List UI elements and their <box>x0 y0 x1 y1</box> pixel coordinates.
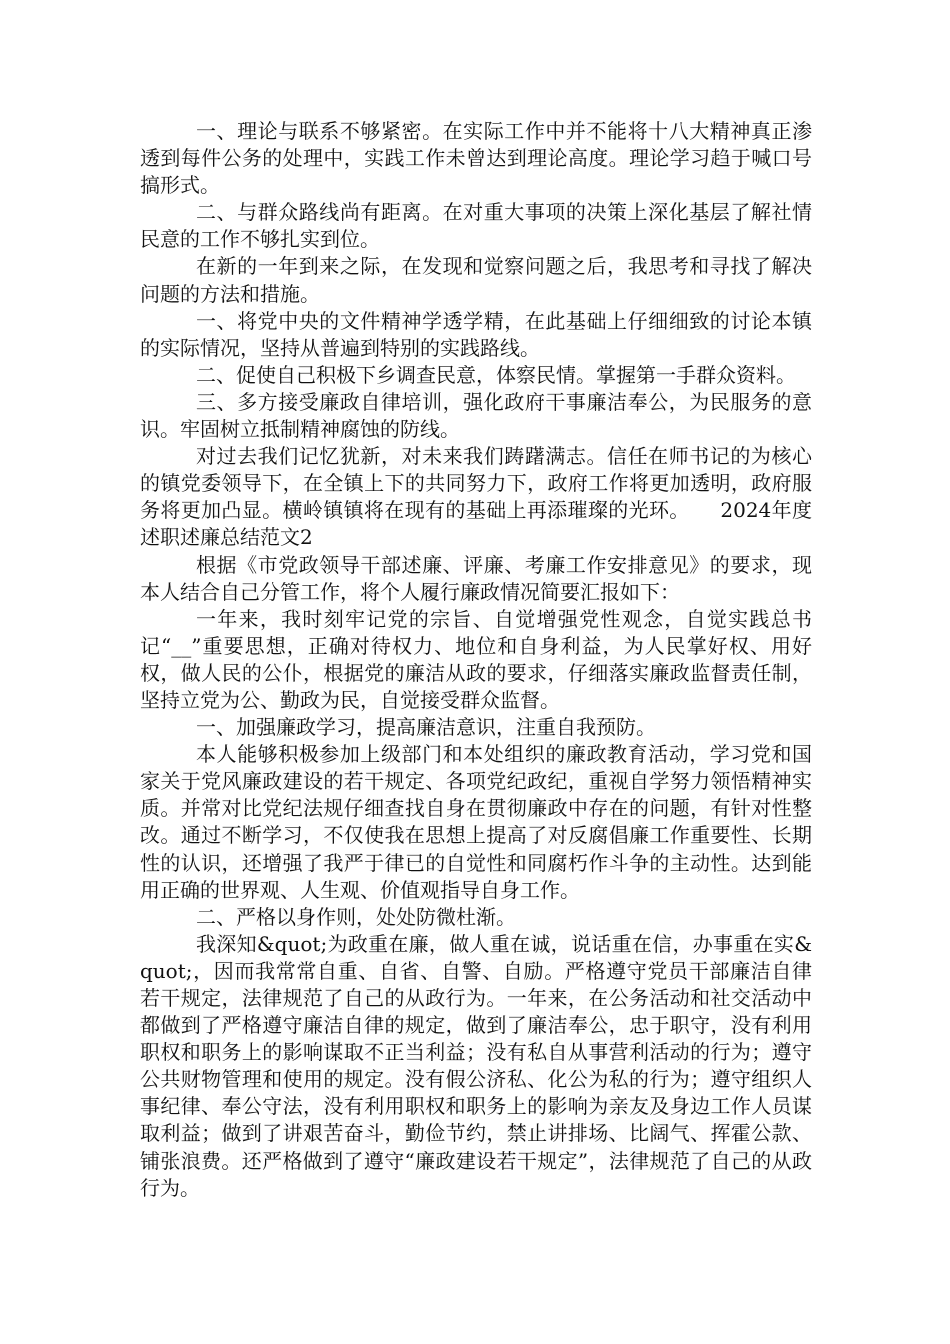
paragraph-theory-gap: 一、理论与联系不够紧密。在实际工作中并不能将十八大精神真正渗透到每件公务的处理中，实践工作未曾达到理论高度。理论学习趋于喊口号搞形式。 <box>140 119 812 198</box>
document-body <box>140 118 812 1202</box>
paragraph-report-basis: 根据《市党政领导干部述廉、评廉、考廉工作安排意见》的要求，现本人结合自己分管工作，将个人履行廉政情况简要汇报如下： <box>140 552 812 604</box>
paragraph-outlook-and-title-2: 对过去我们记忆犹新，对未来我们踌躇满志。信任在师书记的为核心的镇党委领导下，在全镇上下的共同努力下，政府工作将更加透明，政府服务将更加凸显。横岭镇镇将在现有的基础上再添璀璨的光环。 2024年度述职述廉总结范文2 <box>140 444 812 550</box>
paragraph-year-summary: 一年来，我时刻牢记党的宗旨、自觉增强党性观念，自觉实践总书记“__”重要思想，正确对待权力、地位和自身利益，为人民掌好权、用好权，做人民的公仆，根据党的廉洁从政的要求，仔细落实廉政监督责任制，坚持立党为公、勤政为民，自觉接受群众监督。 <box>140 606 812 712</box>
heading-strengthen-study: 一、加强廉政学习，提高廉洁意识，注重自我预防。 <box>196 715 656 740</box>
paragraph-integrity-details: 我深知&quot;为政重在廉，做人重在诚，说话重在信，办事重在实&quot;，因而我常常自重、自省、自警、自励。严格遵守党员干部廉洁自律若干规定，法律规范了自己的从政行为。一年来，在公务活动和社交活动中都做到了严格遵守廉洁自律的规定，做到了廉洁奉公，忠于职守，没有利用职权和职务上的影响谋取不正当利益；没有私自从事营利活动的行为；遵守公共财物管理和使用的规定。没有假公济私、化公为私的行为；遵守组织人事纪律、奉公守法，没有利用职权和职务上的影响为亲友及身边工作人员谋取利益；做到了讲艰苦奋斗，勤俭节约，禁止讲排场、比阔气、挥霍公款、铺张浪费。还严格做到了遵守“廉政建设若干规定”，法律规范了自己的从政行为。 <box>140 931 812 1200</box>
paragraph-measure-three: 三、多方接受廉政自律培训，强化政府干事廉洁奉公，为民服务的意识。牢固树立抵制精神腐蚀的防线。 <box>140 389 812 442</box>
paragraph-study-details: 本人能够积极参加上级部门和本处组织的廉政教育活动，学习党和国家关于党风廉政建设的若干规定、各项党纪政纪，重视自学努力领悟精神实质。并常对比党纪法规仔细查找自身在贯彻廉政中存在的问题，有针对性整改。通过不断学习，不仅使我在思想上提高了对反腐倡廉工作重要性、长期性的认识，还增强了我严于律已的自觉性和同腐朽作斗争的主动性。达到能用正确的世界观、人生观、价值观指导自身工作。 <box>140 742 812 902</box>
paragraph-measure-two: 二、促使自己积极下乡调查民意，体察民情。掌握第一手群众资料。 <box>196 362 796 387</box>
heading-lead-by-example: 二、严格以身作则，处处防微杜渐。 <box>196 904 516 929</box>
paragraph-new-year-intro: 在新的一年到来之际，在发现和觉察问题之后，我思考和寻找了解决问题的方法和措施。 <box>140 254 812 306</box>
paragraph-mass-line-gap: 二、与群众路线尚有距离。在对重大事项的决策上深化基层了解社情民意的工作不够扎实到位。 <box>140 200 812 252</box>
paragraph-measure-one: 一、将党中央的文件精神学透学精，在此基础上仔细细致的讨论本镇的实际情况，坚持从普遍到特别的实践路线。 <box>140 308 812 360</box>
